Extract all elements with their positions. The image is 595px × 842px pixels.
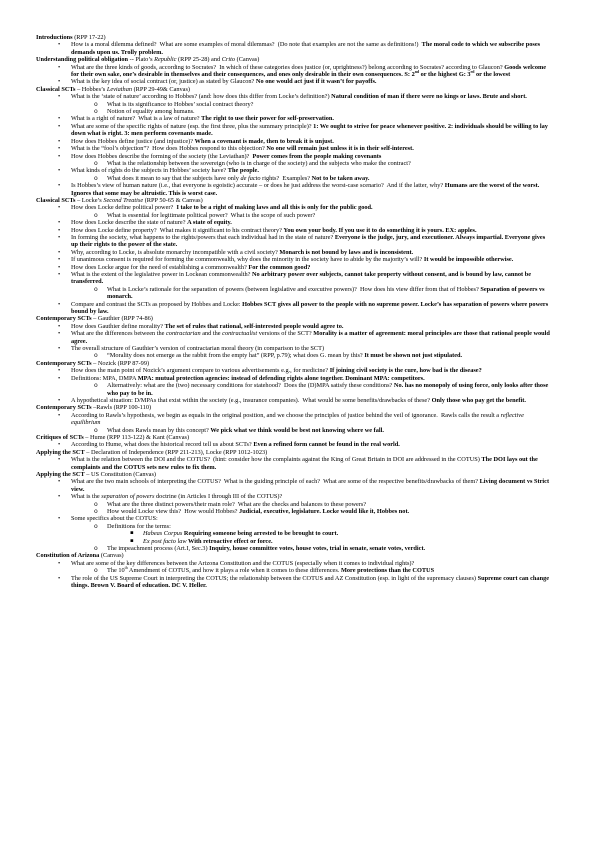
question-text: How does the main point of Nozick’s argument compare to various advertisements e.g., for medicine? (71, 367, 330, 375)
bullet-marker: • (58, 345, 61, 353)
list-item (36, 227, 550, 234)
section-heading (36, 315, 550, 322)
heading-detail: (Canvas) (235, 56, 260, 64)
heading-title: Applying the SCT (36, 470, 85, 478)
heading-title: Contemporary SCTs (36, 404, 92, 412)
heading-detail: – Hume (RPP 113-122) & Kant (Canvas) (83, 433, 190, 441)
heading-title: Contemporary SCTs (36, 315, 92, 323)
bullet-marker: • (58, 367, 61, 375)
question-text: What are some of the specific rights of nature (esp. the first three, plus the summary principle)? (71, 122, 314, 130)
bullet-marker: o (94, 100, 98, 108)
sub-list-item (36, 175, 550, 182)
section-heading (36, 552, 550, 559)
question-text: In forming the society, what happens to the rights/powers that each individual had in the state of nature? (71, 233, 335, 241)
list-item (36, 301, 550, 316)
list-item (36, 323, 550, 330)
bullet-marker: • (58, 256, 61, 264)
bullet-marker: • (58, 441, 61, 449)
question-text: What are the three distinct powers/their main role? What are the checks and balances to these powers? (107, 500, 367, 508)
list-item (36, 493, 550, 500)
heading-title: Understanding political obligation (36, 56, 129, 64)
bullet-marker: o (94, 352, 98, 360)
question-text: How would Locke view this? How would Hobbes? (107, 508, 240, 515)
sub-list-item (36, 108, 550, 115)
question-text: What are some of the key differences between the Arizona Constitution and the COTUS (especially when it comes to individual rights)? (71, 559, 415, 567)
bullet-marker: • (58, 263, 61, 271)
question-text: Why, according to Locke, is absolute monarchy incompatible with a civil society? (71, 248, 280, 256)
list-item (36, 397, 550, 404)
heading-detail: (RPP 17-22) (72, 34, 106, 41)
bullet-marker: • (58, 330, 61, 338)
italic-term: Habeas Corpus (143, 530, 183, 538)
bullet-marker: • (58, 374, 61, 382)
bullet-marker: • (58, 478, 61, 486)
answer-text: Everyone is the judge, jury, and executioner. Always impartial. Everyone gives up their rights to the power of the state. (71, 233, 547, 249)
bullet-marker: o (94, 500, 98, 508)
bullet-marker: • (58, 456, 61, 464)
heading-title: Constitution of Arizona (36, 552, 100, 560)
question-text: If unanimous consent is required for forming the commonwealth, why does the minority in the society have to abide by the majority’s will? (71, 256, 424, 264)
sub-list-item (36, 545, 550, 552)
question-text: Definitions: MPA, DMPA (71, 374, 138, 382)
question-text: How does Locke argue for the need of establishing a commonwealth? (71, 263, 249, 271)
question-text: What are the three kinds of goods, according to Socrates? In which of these categories does justice (or, uprightness?) belong according to Socrates? according to Glaucon? (71, 63, 505, 71)
list-item (36, 478, 550, 493)
heading-detail: – Hobbes’s (75, 85, 107, 93)
bullet-marker: • (58, 226, 61, 234)
answer-text: We pick what we think would be best not knowing where we fall. (210, 426, 384, 434)
question-text: What is the ‘state of nature’ according to Hobbes? (and: how does this differ from Locke’s definition?) (71, 93, 332, 101)
question-text: The 10 (107, 567, 125, 575)
question-text: Definitions for the terms: (107, 522, 171, 530)
answer-text: Separation of powers vs monarch. (107, 285, 547, 301)
answer-text: The right to use their power for self-preservation. (201, 115, 334, 123)
answer-text: Only those who pay get the benefit. (431, 396, 526, 404)
answer-text: Even a refined form cannot be found in the real world. (253, 441, 400, 449)
answer-text: Living document vs Strict view. (71, 478, 551, 493)
bullet-marker: • (58, 300, 61, 308)
bullet-marker: o (94, 159, 98, 167)
italic-term: reflective equilibrium (71, 411, 526, 427)
answer-text: No one will remain just unless it is in their self-interest. (266, 145, 414, 153)
question-text: According to Hume, what does the historical record tell us about SCTs? (71, 441, 254, 449)
sub-list-item (36, 567, 550, 574)
heading-title: Classical SCTs (36, 196, 76, 204)
sub-list-item (36, 523, 550, 530)
question-text: What is a right of nature? What is a law of nature? (71, 115, 202, 123)
question-text: What are the differences between the (71, 330, 166, 338)
bullet-marker: • (58, 515, 61, 523)
list-item (36, 78, 550, 85)
sub-sub-list-item (36, 530, 550, 537)
italic-term: contractualist (222, 330, 258, 338)
answer-text: The moral code to which we subscribe poses demands upon us. Trolly problem. (71, 41, 542, 56)
bullet-marker: o (94, 426, 98, 434)
section-heading (36, 404, 550, 411)
bullet-marker: ▪ (130, 530, 134, 537)
list-item (36, 456, 550, 471)
heading-work-title: Second Treatise (103, 196, 144, 204)
list-item (36, 375, 550, 382)
bullet-marker: o (94, 285, 98, 293)
question-text: How does Gauthier define morality? (71, 322, 165, 330)
question-text: What is the key idea of social contract (or, justice) as stated by Glaucon? (71, 78, 256, 86)
bullet-marker: o (94, 522, 98, 530)
question-text: What is its significance to Hobbes’ social contract theory? (107, 100, 254, 108)
answer-text: For the common good? (248, 263, 311, 271)
list-item (36, 345, 550, 352)
list-item (36, 515, 550, 522)
bullet-marker: • (58, 63, 61, 71)
heading-detail: -- Plato’s (128, 56, 155, 64)
list-item (36, 204, 550, 211)
question-text: “Morality does not emerge as the rabbit from the empty hat” (RPP, p.79); what does G. mean by this? (107, 352, 365, 360)
answer-text: or the lowest (474, 71, 511, 79)
bullet-marker: o (94, 567, 98, 575)
answer-text: No arbitrary power over subjects, cannot take property without consent, and is bound by law, cannot be transferred. (71, 271, 533, 286)
answer-text: When a covenant is made, then to break it is unjust. (194, 137, 334, 145)
sub-list-item (36, 427, 550, 434)
bullet-marker: • (58, 122, 61, 130)
question-text: Some specifics about the COTUS: (71, 515, 158, 523)
list-item (36, 145, 550, 152)
heading-title: Applying the SCT (36, 448, 85, 456)
answer-text: Hobbes SCT gives all power to the people with no supreme power. Locke’s has separation of powers where powers bound by law. (71, 300, 550, 316)
question-text: What is the “fool’s objection”? How does Hobbes respond to this objection? (71, 145, 267, 153)
bullet-marker: • (58, 493, 61, 501)
bullet-marker: • (58, 396, 61, 404)
question-text: Notion of equality among humans. (107, 108, 195, 116)
bullet-marker: • (58, 271, 61, 278)
section-heading (36, 197, 550, 204)
answer-text: Natural condition of man if there were no kings or laws. Brute and short. (331, 93, 527, 101)
section-heading (36, 86, 550, 93)
question-text: According to Rawls’s hypothesis, we begin as equals in the original position, and we choose the principles of justice behind the veil of ignorance. Rawls calls the result a (71, 411, 501, 419)
answer-text: Supreme court can change things. Brown V. Board of education. DC V. Heller. (71, 574, 551, 590)
heading-title: Classical SCTs (36, 85, 76, 93)
sub-list-item (36, 101, 550, 108)
question-text: How does Locke define political power? (71, 204, 177, 212)
heading-detail: (RPP 29-49& Canvas) (132, 85, 191, 93)
question-text: Compare and contrast the SCTs as proposed by Hobbes and Locke: (71, 300, 243, 308)
section-heading (36, 360, 550, 367)
section-heading (36, 449, 550, 456)
answer-text: Monarch is not bound by laws and is inconsistent. (279, 248, 414, 256)
list-item (36, 182, 550, 197)
answer-text: It would be impossible otherwise. (423, 256, 514, 264)
answer-text: More protections than the COTUS (340, 567, 435, 575)
answer-text: No. has no monopoly of using force, only looks after those who pay to be in. (107, 382, 550, 397)
list-item (36, 330, 550, 345)
question-text: Alternatively: what are the (two) necessary conditions for statehood? Does the (D)MPA satisfy these conditions? (107, 382, 394, 390)
question-text: The role of the US Supreme Court in interpreting the COTUS; the relationship between the COTUS and AZ Constitution (esp. in light of the supremacy clauses) (71, 574, 478, 582)
question-text: The overall structure of Gauthier’s version of contractarian moral theory (in comparison to the SCT) (71, 345, 325, 353)
italic-term: contractarian (166, 330, 201, 338)
bullet-marker: • (58, 137, 61, 145)
heading-detail: (RPP 25-28) and (176, 56, 222, 64)
answer-text: No one would act just if it wasn’t for payoffs. (255, 78, 377, 86)
answer-text: The DOI lays out the complaints and the COTUS sets new rules to fix them. (71, 456, 540, 471)
bullet-marker: • (58, 152, 61, 160)
bullet-marker: o (94, 108, 98, 116)
heading-title: Introductions (36, 34, 73, 41)
answer-text: Morality is a matter of agreement: moral principles are those that rational people would agree. (71, 330, 552, 345)
question-text: What kinds of rights do the subjects in Hobbes’ society have? (71, 167, 228, 175)
section-heading (36, 434, 550, 441)
sub-list-item (36, 382, 550, 397)
italic-term: Ex post facto law (143, 537, 187, 545)
heading-work-title: Leviathan (106, 85, 132, 93)
list-item (36, 93, 550, 100)
sub-list-item (36, 501, 550, 508)
question-text: What is Locke’s rationale for the separation of powers (between legislative and executive powers)? How does his view differ from that of Hobbes? (107, 285, 481, 293)
italic-term: separation of powers (101, 493, 155, 501)
bullet-marker: o (94, 382, 98, 390)
answer-text: It must be shown not just stipulated. (364, 352, 463, 360)
answer-text: or the highest G: 3 (419, 71, 471, 79)
question-text: rights? Examples? (260, 174, 312, 182)
answer-text: Judicial, executive, legislature. Locke would like it, Hobbes not. (239, 508, 410, 515)
sub-list-item (36, 160, 550, 167)
answer-text: Requiring someone being arrested to be brought to court. (182, 530, 339, 538)
bullet-marker: • (58, 248, 61, 256)
bullet-marker: • (58, 559, 61, 567)
answer-text: MPA: mutual protection agencies: instead of defending rights alone together. Dominant MPA: competitors. (137, 374, 425, 382)
bullet-marker: o (94, 508, 98, 515)
list-item (36, 123, 550, 138)
question-text: How does Hobbes define justice (and injustice)? (71, 137, 195, 145)
list-item (36, 412, 550, 427)
bullet-marker: • (58, 233, 61, 241)
question-text: What is the extent of the legislative power in Lockean commonwealth? (71, 271, 252, 278)
bullet-marker: • (58, 167, 61, 175)
question-text: Is Hobbes’s view of human nature (i.e., that everyone is egoistic) accurate – or does he just address the worst-case scenario? And if the latter, why? (71, 182, 445, 190)
question-text: What are the two main schools of interpreting the COTUS? What is the guiding principle of each? What are some of the respective benefits/drawbacks of them? (71, 478, 480, 486)
sub-list-item (36, 508, 550, 515)
list-item (36, 153, 550, 160)
section-heading (36, 34, 550, 41)
bullet-marker: • (58, 182, 61, 190)
bullet-marker: • (58, 145, 61, 153)
sub-list-item (36, 212, 550, 219)
heading-detail: (Canvas) (99, 552, 124, 560)
question-text: What is the relationship between the sovereign (who is in charge of the society) and the subjects who make the contract? (107, 159, 411, 167)
answer-text: The people. (227, 167, 259, 175)
question-text: How does Hobbes describe the forming of the society (the Leviathan)? (71, 152, 253, 160)
question-text: The impeachment process (Art.I, Sec.3) (107, 545, 210, 553)
bullet-marker: • (58, 41, 61, 49)
list-item (36, 41, 550, 56)
question-text: versions of the SCT? (257, 330, 314, 338)
bullet-marker: • (58, 322, 61, 330)
bullet-marker: ▪ (130, 537, 134, 544)
list-item (36, 575, 550, 590)
section-heading (36, 56, 550, 63)
list-item (36, 271, 550, 286)
question-text: doctrine (in Articles I through III of the COTUS)? (154, 493, 283, 501)
list-item (36, 115, 550, 122)
question-text: What is the (71, 493, 102, 501)
question-text: How is a moral dilemma defined? What are some examples of moral dilemmas? (Do note that examples are not the same as definitions!) (71, 41, 422, 49)
question-text: Amendment of COTUS, and how it plays a role when it comes to these differences. (127, 567, 341, 575)
question-text: How does Locke describe the state of nature? (71, 219, 188, 227)
heading-work-title: Crito (221, 56, 236, 64)
answer-text: Not to be taken away. (311, 174, 370, 182)
study-guide-body (36, 34, 550, 589)
list-item (36, 249, 550, 256)
question-text: How does Locke define property? What makes it significant to his contract theory? (71, 226, 284, 234)
bullet-marker: • (58, 93, 61, 101)
bullet-marker: o (94, 211, 98, 219)
list-item (36, 64, 550, 79)
heading-detail: –Rawls (RPP 100-110) (91, 404, 152, 412)
list-item (36, 138, 550, 145)
sub-list-item (36, 352, 550, 359)
bullet-marker: • (58, 78, 61, 86)
superscript-text: rd (470, 69, 475, 74)
section-heading (36, 471, 550, 478)
bullet-marker: • (58, 574, 61, 582)
bullet-marker: • (58, 411, 61, 419)
bullet-marker: • (58, 204, 61, 212)
heading-detail: – Gauthier (RPP 74-86) (91, 315, 153, 323)
heading-detail: – Declaration of Independence (RPP 211-213), Locke (RPP 1012-1023) (84, 448, 268, 456)
heading-detail: – US Constitution (Canvas) (84, 470, 157, 478)
question-text: What is essential for legitimate political power? What is the scope of such power? (107, 211, 316, 219)
heading-detail: – Locke’s (75, 196, 104, 204)
sub-list-item (36, 286, 550, 301)
answer-text: Inquiry, house committee votes, house votes, trial in senate, senate votes, verdict. (209, 545, 426, 553)
heading-detail: – Nozick (RPP 87-99) (91, 359, 150, 367)
answer-text: Goods welcome for their own sake, one’s desirable in themselves and their consequences, and ones only desirable in their own consequences. S: 2 (71, 63, 548, 79)
answer-text: I take to be a right of making laws and all this is only for the public good. (176, 204, 373, 212)
answer-text: You own your body. If you use it to do something it is yours. EX: apples. (283, 226, 477, 234)
superscript-text: th (124, 566, 128, 571)
question-text: A hypothetical situation: D/MPAs that exist within the society (e.g., insurance companies). What would be some benefits/drawbacks of these? (71, 396, 432, 404)
heading-work-title: Republic (154, 56, 177, 64)
list-item (36, 219, 550, 226)
bullet-marker: o (94, 545, 98, 553)
heading-title: Critiques of SCTs (36, 433, 84, 441)
list-item (36, 441, 550, 448)
heading-detail: (RPP 50-65 & Canvas) (143, 196, 203, 204)
answer-text: The set of rules that rational, self-interested people would agree to. (164, 322, 344, 330)
bullet-marker: • (58, 219, 61, 227)
question-text: What does Rawls mean by this concept? (107, 426, 211, 434)
list-item (36, 367, 550, 374)
answer-text: With retroactive effect or force. (186, 537, 273, 545)
heading-title: Contemporary SCTs (36, 359, 92, 367)
bullet-marker: • (58, 115, 61, 123)
sub-sub-list-item (36, 538, 550, 545)
answer-text: Humans are the worst of the worst. Ignores that some may be altruistic. This is worst case. (71, 182, 541, 197)
answer-text: 1: We ought to strive for peace whenever positive. 2: individuals should be willing to lay down what is right. 3: men perform covenants made. (71, 122, 550, 138)
answer-text: A state of equity. (187, 219, 232, 227)
answer-text: If joining civil society is the cure, how bad is the disease? (329, 367, 482, 375)
superscript-text: nd (414, 69, 420, 74)
list-item (36, 234, 550, 249)
question-text: What does it mean to say that the subjects have only (107, 174, 241, 182)
italic-term: de facto (240, 174, 261, 182)
list-item (36, 167, 550, 174)
question-text: and the (200, 330, 223, 338)
question-text: What is the relation between the DOI and the COTUS? (hint: consider how the complaints against the King of Great Britain in DOI are addressed in the COTUS) (71, 456, 482, 464)
list-item (36, 256, 550, 263)
bullet-marker: o (94, 174, 98, 182)
list-item (36, 264, 550, 271)
answer-text: Power comes from the people making covenants (252, 152, 382, 160)
